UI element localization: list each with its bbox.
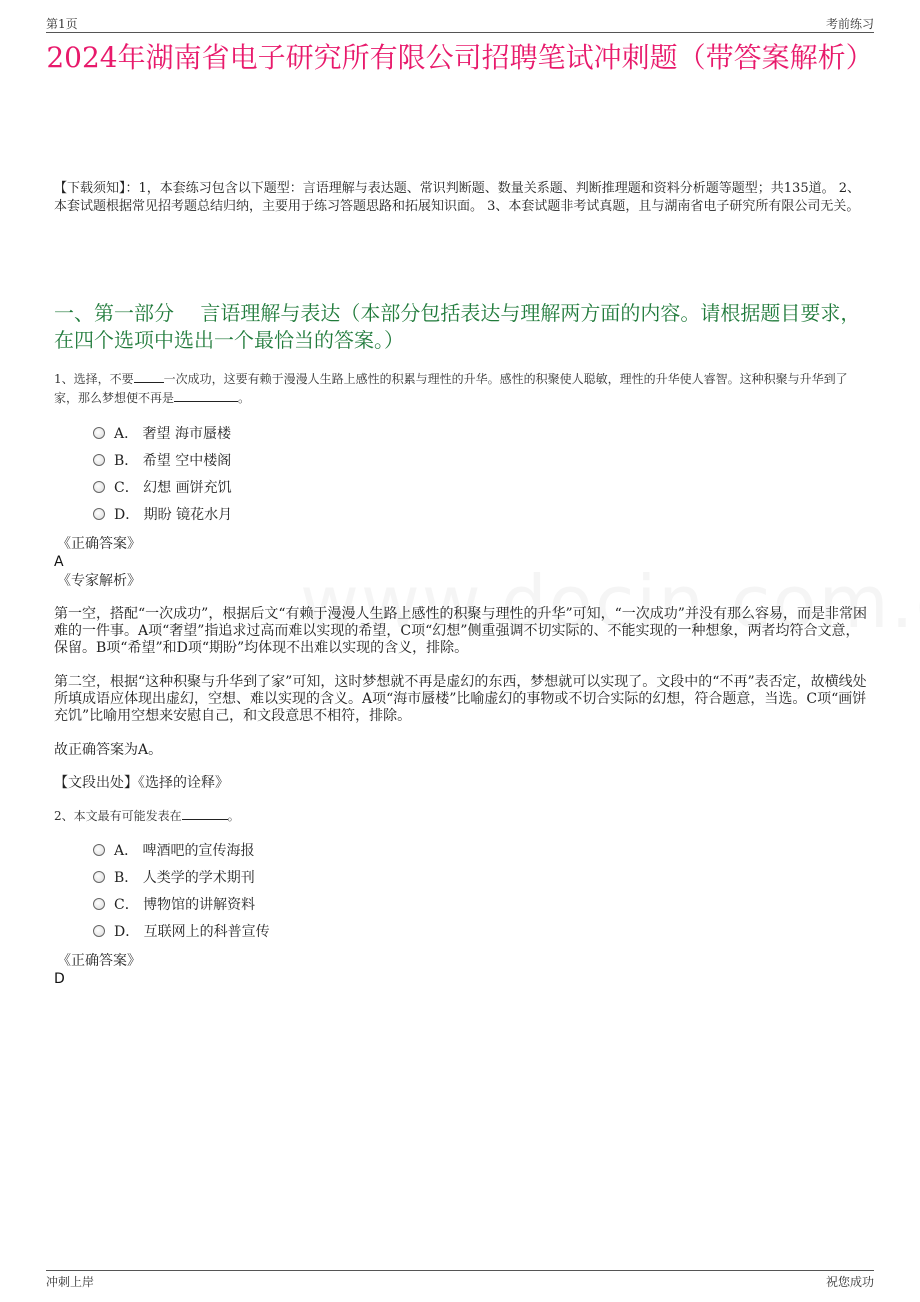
radio-icon[interactable] (93, 871, 105, 883)
question-2-prefix: 2、本文最有可能发表在 (54, 809, 182, 823)
q2-answer: D (54, 971, 65, 987)
option-label: B． 希望 空中楼阁 (114, 453, 232, 469)
q2-answer-label: 《正确答案》 (57, 953, 141, 969)
q1-analysis-paragraph-1: 第一空，搭配“一次成功”，根据后文“有赖于漫漫人生路上感性的积聚与理性的升华”可知，“一次成功”并没有那么容易，而是非常困难的一件事。A项“奢望”指追求过高而难以实现的希望，C项“幻想”侧重强调不切实际的、不能实现的一种想象，两者均符合文意，保留。B项“希望”和D项“期盼”均体现不出难以实现的含义，排除。 (54, 606, 867, 656)
answer-blank (134, 370, 164, 383)
question-1-body: 一次成功，这要有赖于漫漫人生路上感性的积累与理性的升华。感性的积聚使人聪敏，理性的升华使人睿智。这种积聚与升华到了家，那么梦想便不再是 (54, 372, 848, 405)
footer-left: 冲刺上岸 (46, 1275, 95, 1289)
section-heading: 一、第一部分 言语理解与表达（本部分包括表达与理解两方面的内容。请根据题目要求，在四个选项中选出一个最恰当的答案。） (54, 301, 861, 352)
radio-icon[interactable] (93, 925, 105, 937)
option-label: A． 啤酒吧的宣传海报 (114, 843, 255, 859)
question-1-suffix: 。 (238, 391, 251, 405)
footer-right: 祝您成功 (825, 1275, 874, 1289)
page-footer (46, 1270, 874, 1289)
q1-option-b[interactable] (93, 452, 231, 470)
question-1-prefix: 1、选择，不要 (54, 372, 134, 386)
question-2-stem (54, 807, 870, 826)
radio-icon[interactable] (93, 898, 105, 910)
q1-answer-label: 《正确答案》 (57, 536, 141, 552)
download-notice: 【下载须知】：1，本套练习包含以下题型：言语理解与表达题、常识判断题、数量关系题、判断推理题和资料分析题等题型；共135道。 2、本套试题根据常见招考题总结归纳，主要用于练习答题思路和拓展知识面。 3、本套试题非考试真题，且与湖南省电子研究所有限公司无关。 (54, 181, 860, 214)
answer-blank (182, 807, 228, 820)
question-1-stem (54, 370, 870, 408)
radio-icon[interactable] (93, 427, 105, 439)
q2-option-a[interactable] (93, 842, 255, 860)
option-label: D． 期盼 镜花水月 (114, 507, 233, 523)
page-number: 第1页 (46, 17, 78, 31)
answer-blank (174, 389, 238, 402)
option-label: C． 博物馆的讲解资料 (114, 897, 256, 913)
radio-icon[interactable] (93, 481, 105, 493)
radio-icon[interactable] (93, 508, 105, 520)
page-header (46, 14, 874, 33)
question-2-suffix: 。 (227, 809, 240, 823)
q2-option-b[interactable] (93, 869, 255, 887)
option-label: C． 幻想 画饼充饥 (114, 480, 232, 496)
q2-option-d[interactable] (93, 923, 270, 941)
q1-analysis-paragraph-2: 第二空，根据“这种积聚与升华到了家”可知，这时梦想就不再是虚幻的东西，梦想就可以实现了。文段中的“不再”表否定，故横线处所填成语应体现出虚幻，空想、难以实现的含义。A项“海市蜃楼”比喻虚幻的事物或不切合实际的幻想，符合题意，当选。C项“画饼充饥”比喻用空想来安慰自己，和文段意思不相符，排除。 (54, 674, 867, 724)
q1-option-c[interactable] (93, 479, 232, 497)
q1-analysis-label: 《专家解析》 (57, 573, 141, 589)
q1-option-a[interactable] (93, 425, 231, 443)
q1-option-d[interactable] (93, 506, 232, 524)
q1-answer: A (54, 554, 64, 570)
radio-icon[interactable] (93, 454, 105, 466)
q2-option-c[interactable] (93, 896, 255, 914)
option-label: A． 奢望 海市蜃楼 (114, 426, 232, 442)
header-tag: 考前练习 (825, 17, 874, 31)
document-title: 2024年湖南省电子研究所有限公司招聘笔试冲刺题（带答案解析） (46, 41, 874, 74)
option-label: D． 互联网上的科普宣传 (114, 924, 270, 940)
radio-icon[interactable] (93, 844, 105, 856)
q1-source: 【文段出处】《选择的诠释》 (54, 775, 229, 791)
q1-conclusion: 故正确答案为A。 (54, 742, 163, 758)
watermark (300, 560, 920, 644)
option-label: B． 人类学的学术期刊 (114, 870, 255, 886)
